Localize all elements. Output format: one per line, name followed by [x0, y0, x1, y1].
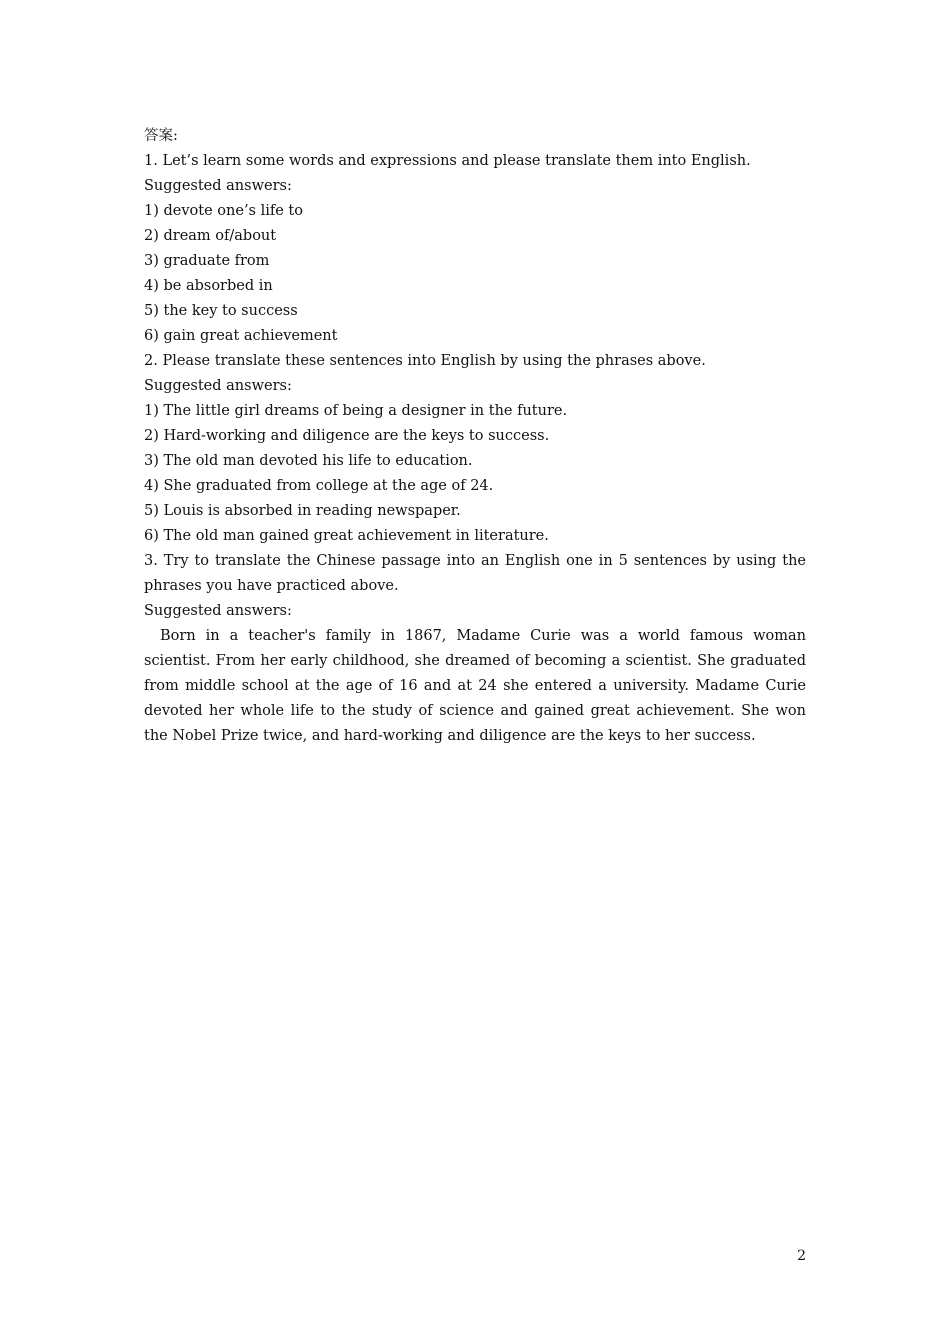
section-1-answer-item: 1) devote one’s life to	[144, 203, 303, 219]
section-2-answer-item: 1) The little girl dreams of being a designer in the future.	[144, 403, 568, 419]
section-2-suggested-label: Suggested answers:	[144, 378, 292, 394]
section-2-answer-item: 5) Louis is absorbed in reading newspaper.	[144, 503, 461, 519]
section-2-instruction: 2. Please translate these sentences into English by using the phrases above.	[144, 353, 706, 369]
answers-heading: 答案:	[144, 128, 178, 144]
section-3-suggested-label: Suggested answers:	[144, 603, 292, 619]
section-1-answer-item: 6) gain great achievement	[144, 328, 338, 344]
page-number: 2	[797, 1248, 806, 1264]
section-2-answer-item: 2) Hard-working and diligence are the keys to success.	[144, 428, 550, 444]
section-1-answer-item: 3) graduate from	[144, 253, 270, 269]
section-1-answer-item: 5) the key to success	[144, 303, 298, 319]
section-2-answer-item: 6) The old man gained great achievement in literature.	[144, 528, 549, 544]
section-3-passage: Born in a teacher's family in 1867, Madame Curie was a world famous woman scientist. From her early childhood, she dreamed of becoming a scientist. She graduated from middle school at the age of 16 and at 24 she entered a university. Madame Curie devoted her whole life to the study of science and gained great achievement. She won the Nobel Prize twice, and hard-working and diligence are the keys to her success.	[144, 628, 806, 744]
section-1-answer-item: 4) be absorbed in	[144, 278, 273, 294]
section-3-instruction: 3. Try to translate the Chinese passage into an English one in 5 sentences by using the phrases you have practiced above.	[144, 553, 811, 594]
section-1-answer-item: 2) dream of/about	[144, 228, 277, 244]
section-1-instruction: 1. Let’s learn some words and expressions and please translate them into English.	[144, 153, 751, 169]
answer-document	[144, 124, 811, 749]
section-1-suggested-label: Suggested answers:	[144, 178, 292, 194]
section-2-answer-item: 3) The old man devoted his life to education.	[144, 453, 473, 469]
section-2-answer-item: 4) She graduated from college at the age of 24.	[144, 478, 494, 494]
